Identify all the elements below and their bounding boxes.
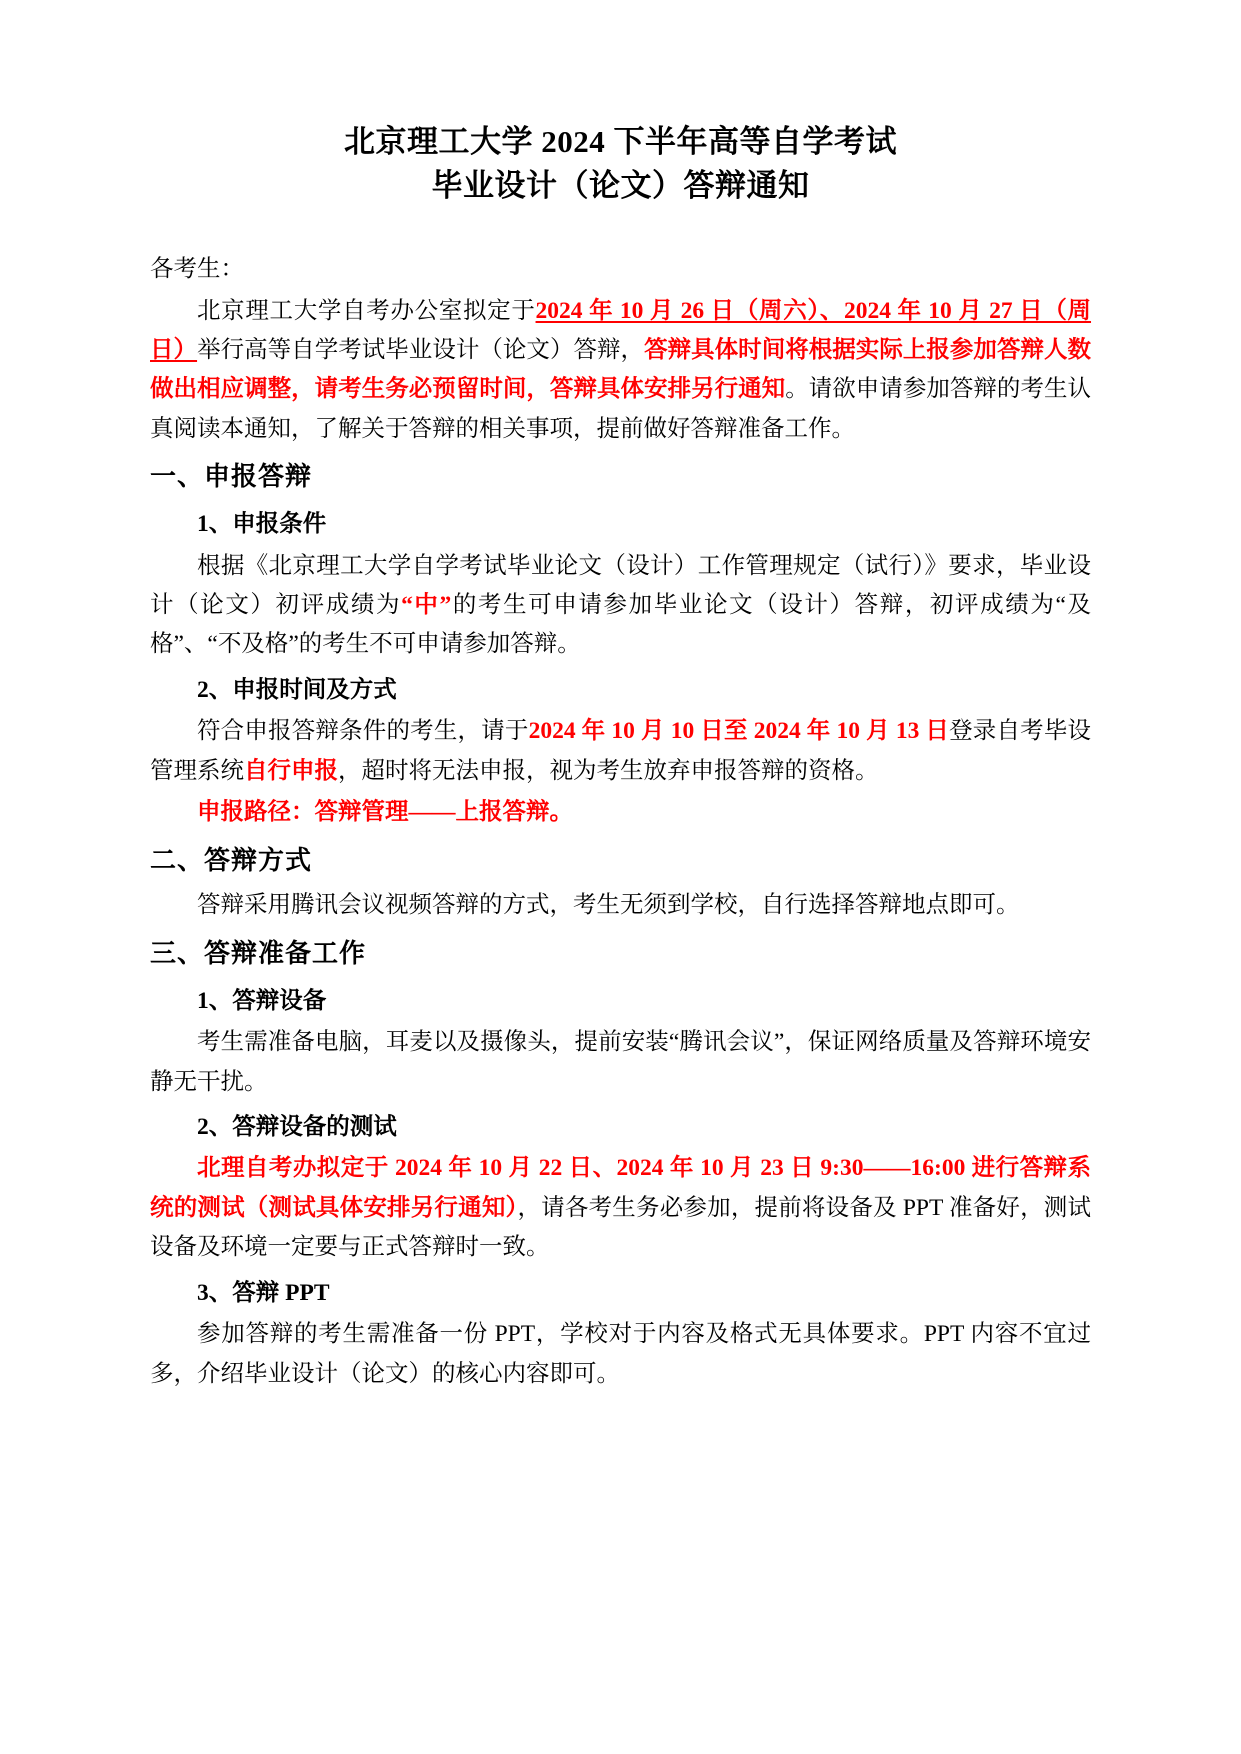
intro-segment-3: 举行高等自学考试毕业设计（论文）答辩， bbox=[197, 336, 645, 363]
section-1-heading: 一、申报答辩 bbox=[150, 462, 313, 492]
s1s1-segment-3: 的考生可申请参加毕业论文（设计）答辩，初评成绩为“及格”、“不及格”的考生不可申请参加答辩。 bbox=[150, 591, 1092, 658]
section-2-body: 答辩采用腾讯会议视频答辩的方式，考生无须到学校，自行选择答辩地点即可。 bbox=[197, 892, 1020, 919]
section-3-sub-2-heading: 2、答辩设备的测试 bbox=[197, 1114, 397, 1141]
s1s1-grade-highlight: “中” bbox=[401, 591, 452, 618]
s1s2-segment-3: 登录自考毕设管理系统 bbox=[150, 718, 1092, 784]
section-2-heading: 二、答辩方式 bbox=[150, 845, 313, 875]
page-title bbox=[150, 120, 1091, 208]
intro-notice-highlight: 答辩具体时间将根据实际上报参加答辩人数做出相应调整，请考生务必预留时间，答辩具体安排另行通知 bbox=[150, 336, 1092, 403]
section-1-sub-1-body bbox=[150, 547, 1091, 665]
s1s2-date-range-highlight: 2024 年 10 月 10 日至 2024 年 10 月 13 日 bbox=[528, 718, 950, 745]
intro-segment-1: 北京理工大学自考办公室拟定于 bbox=[197, 297, 536, 324]
s3s2-segment-2: ，请各考生务必参加，提前将设备及 PPT 准备好，测试设备及环境一定要与正式答辩时一致。 bbox=[150, 1194, 1091, 1261]
page-title-line-2: 毕业设计（论文）答辩通知 bbox=[431, 168, 810, 204]
section-3-sub-3-heading: 3、答辩 PPT bbox=[197, 1279, 330, 1306]
section-3-sub-1-heading: 1、答辩设备 bbox=[197, 987, 327, 1014]
intro-dates-highlight: 2024 年 10 月 26 日（周六）、2024 年 10 月 27 日（周日） bbox=[150, 297, 1092, 363]
intro-segment-5: 。请欲申请参加答辩的考生认真阅读本通知，了解关于答辩的相关事项，提前做好答辩准备工作。 bbox=[150, 376, 1092, 442]
intro-paragraph bbox=[150, 292, 1091, 450]
section-1-sub-2-heading: 2、申报时间及方式 bbox=[197, 676, 397, 703]
s1s1-segment-1: 根据《北京理工大学自学考试毕业论文（设计）工作管理规定（试行）》要求，毕业设计（论文）初评成绩为 bbox=[150, 552, 1091, 618]
section-3-sub-2-body bbox=[150, 1149, 1091, 1267]
salutation: 各考生： bbox=[150, 256, 244, 283]
page-title-line-1: 北京理工大学 2024 下半年高等自学考试 bbox=[344, 124, 897, 159]
section-3-sub-1-body: 考生需准备电脑，耳麦以及摄像头，提前安装“腾讯会议”，保证网络质量及答辩环境安静无干扰。 bbox=[150, 1029, 1091, 1095]
s1s2-segment-1: 符合申报答辩条件的考生，请于 bbox=[197, 718, 529, 745]
application-path-note: 申报路径：答辩管理——上报答辩。 bbox=[197, 799, 573, 826]
section-1-sub-2-body bbox=[150, 712, 1091, 791]
s1s2-self-apply-highlight: 自行申报 bbox=[244, 757, 338, 784]
s1s2-segment-5: ，超时将无法申报，视为考生放弃申报答辩的资格。 bbox=[338, 757, 879, 784]
section-1-sub-1-heading: 1、申报条件 bbox=[197, 511, 327, 538]
section-3-sub-3-body: 参加答辩的考生需准备一份 PPT，学校对于内容及格式无具体要求。PPT 内容不宜过多，介绍毕业设计（论文）的核心内容即可。 bbox=[150, 1321, 1091, 1387]
section-3-heading: 三、答辩准备工作 bbox=[150, 938, 367, 968]
s3s2-test-schedule-highlight: 北理自考办拟定于 2024 年 10 月 22 日、2024 年 10 月 23 日 9:30——16:00 进行答辩系统的测试（测试具体安排另行通知） bbox=[150, 1155, 1091, 1221]
